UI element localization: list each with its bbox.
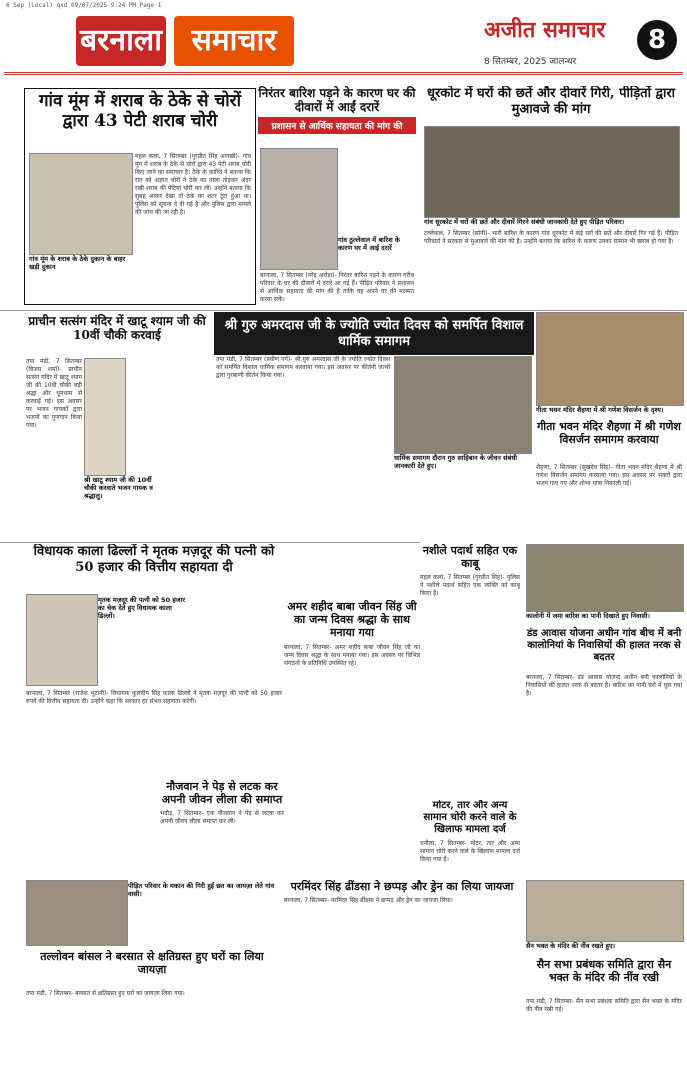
- photo-caption: पीड़ित परिवार के मकान की गिरी हुई छत का जायज़ा लेते गांव वासी।: [128, 882, 275, 898]
- article-ganesh-visarjan: [534, 312, 684, 534]
- photo-khatu-shyam: [84, 358, 126, 476]
- article-damaged-houses: [24, 880, 280, 1080]
- article-headline: नशीले पदार्थ सहित एक काबू: [422, 544, 518, 571]
- article-body: भदौड़, 7 सितम्बर- एक नौजवान ने पेड़ से लटक कर अपनी जीवन लीला समाप्त कर ली।: [160, 810, 284, 826]
- article-headline: गीता भवन मंदिर शैहणा में श्री गणेश विसर्जन समागम करवाया: [537, 420, 681, 447]
- article-body: टल्लेवाल, 7 सितम्बर (सोनी)- भारी बारिश के कारण गांव धूरकोट में कई घरों की छतें और दीवारें गिर गई हैं। पीड़ित परिवारों ने सरकार से मुआवजे की मांग की है। उन्होंने बताया कि बारिश के कारण उनका सामान भी खराब हो गया है।: [424, 230, 678, 245]
- photo-caption: मृतक मज़दूर की पत्नी को 50 हजार का चेक देते हुए विधायक काला ढिल्लों।: [98, 596, 185, 620]
- article-headline: गांव मूंम में शराब के ठेके से चोरों द्वारा 43 पेटी शराब चोरी: [38, 91, 241, 132]
- article-khatu-shyam: [24, 314, 210, 540]
- article-body: तपा मंडी, 7 सितम्बर- बरसात से क्षतिग्रस्त हुए घरों का जायज़ा लिया गया।: [26, 990, 185, 997]
- photo-temple-foundation: [526, 880, 684, 942]
- divider: [0, 542, 420, 543]
- newspaper-logo: अजीत समाचार: [484, 17, 606, 43]
- article-motor-theft: [420, 800, 520, 880]
- article-headline: प्राचीन सत्संग मंदिर में खाटू श्याम जी की 10वीं चौकी करवाई: [28, 314, 206, 343]
- article-headline: निरंतर बारिश पड़ने के कारण घर की दीवारों में आईं दरारें: [258, 86, 416, 115]
- article-body: बरनाला, 7 सितम्बर- अमर शहीद बाबा जीवन सिंह जी का जन्म दिवस श्रद्धा के साथ मनाया गया। इस अवसर पर विभिन्न संगठनों के प्रतिनिधि उपस्थित रहे।: [284, 643, 420, 667]
- photo-liquor-shop: [29, 153, 133, 255]
- photo-ganesh-idol: [536, 312, 684, 406]
- article-body: तपा मंडी, 7 सितम्बर (प्रवीण गर्ग)- श्री गुरु अमरदास जी के ज्योति ज्योत दिवस को समर्पित विशाल धार्मिक समागम करवाया गया। इस अवसर पर कीर्तनी जत्थों द्वारा गुरबाणी कीर्तन किया गया।: [216, 356, 390, 379]
- photo-caption: गांव मूंम के शराब के ठेके दुकान के बाहर खड़ी दुकान: [29, 255, 126, 271]
- article-drug-arrest: [420, 544, 520, 604]
- article-colony-condition: [524, 544, 684, 784]
- article-headline: मोटर, तार और अन्य सामान चोरी करने वाले के खिलाफ मामला दर्ज: [423, 800, 517, 835]
- article-body: बरनाला, 7 सितम्बर- परमिंदर सिंह ढींडसा ने छप्पड़ और ड्रेन का जायजा लिया।: [284, 897, 453, 905]
- photo-caption: गांव ठुल्लेवाल में बारिश के कारण घर में आई दरारें: [338, 236, 400, 252]
- edition-date: 8 सितम्बर, 2025 जालन्धर: [484, 57, 577, 67]
- article-body: बरनाला, 7 सितम्बर (नरेंद्र अरोड़ा)- निरंतर बारिश पड़ने के कारण गरीब परिवार के घर की दीवारों में दरारें आ गई हैं। पीड़ित परिवार ने प्रशासन से आर्थिक सहायता की मांग की है ताकि वह अपने घर की मरम्मत करवा सकें।: [260, 272, 414, 303]
- article-headline: विधायक काला ढिल्लों ने मृतक मज़दूर की पत्नी को 50 हजार की वित्तीय सहायता दी: [33, 544, 275, 575]
- article-headline: नौजवान ने पेड़ से लटक कर अपनी जीवन लीला की समाप्त: [161, 780, 283, 807]
- page-info: 6 Sep (Local) qxd 09/07/2025 9:24 PM Page 1: [6, 2, 162, 9]
- photo-caption: गीता भवन मंदिर शैहणा में श्री गणेश विसर्जन के दृश्य।: [536, 406, 664, 414]
- photo-caption: कालोनी में जमा बारिश का पानी दिखाते हुए निवासी।: [526, 612, 650, 620]
- photo-cracked-wall: [260, 148, 338, 270]
- masthead-title-left: बरनाला: [76, 16, 166, 66]
- article-body: धनौला, 7 सितम्बर- मोटर, तार और अन्य सामान चोरी करने वाले के खिलाफ मामला दर्ज किया गया है।: [420, 840, 520, 863]
- article-tag: प्रशासन से आर्थिक सहायता की मांग की: [258, 117, 416, 134]
- article-baba-jeevan-singh: [284, 600, 420, 680]
- article-mla-assistance: [24, 544, 284, 784]
- divider: [0, 310, 687, 311]
- article-body: महल कलां, 7 सितम्बर (गुरप्रीत सिंह अणखी)- गांव मूंम में शराब के ठेके से चोरों द्वारा 43 पेटी शराब चोरी किए जाने का समाचार है। ठेके के कारिंदे ने बताया कि रात को अज्ञात चोरों ने ठेके का ताला तोड़कर अंदर रखी शराब की पेटियां चोरी कर लीं। उन्होंने बताया कि सुबह आकर देखा तो ठेके का शटर टूटा हुआ था। पुलिस को सूचना दे दी गई है और पुलिस द्वारा मामले की जांच की जा रही है।: [135, 153, 251, 216]
- photo-damaged-roof: [26, 880, 128, 946]
- article-liquor-theft: [24, 88, 256, 305]
- article-sain-bhagat-temple: [524, 880, 684, 1080]
- masthead-title-mid: समाचार: [174, 16, 294, 66]
- article-headline: तल्लोवन बांसल ने बरसात से क्षतिग्रस्त हुए घरों का लिया जायज़ा: [40, 950, 264, 977]
- photo-mla-cheque: [26, 594, 98, 686]
- article-dhindsa-inspection: [284, 880, 520, 1060]
- photo-caption: गांव धूरकोट में घरों की छतें और दीवारें गिरने संबंधी जानकारी देते हुए पीड़ित परिवार।: [424, 218, 625, 226]
- article-headline: परमिंदर सिंह ढींडसा ने छप्पड़ और ड्रेन का लिया जायजा: [290, 880, 514, 893]
- photo-caption: सैन भक्त के मंदिर की नींव रखते हुए।: [526, 942, 616, 950]
- article-headline: अमर शहीद बाबा जीवन सिंह जी का जन्म दिवस श्रद्धा के साथ मनाया गया: [287, 600, 417, 640]
- article-guru-amardas: [214, 312, 534, 540]
- article-body: शैहणा, 7 सितम्बर (सुखदेव सिंह)- गीता भवन मंदिर शैहणा में श्री गणेश विसर्जन समागम करवाया गया। इस अवसर पर भक्तों द्वारा भजन गाए गए और शोभा यात्रा निकाली गई।: [536, 464, 682, 487]
- article-dhurkot-collapse: [420, 86, 682, 308]
- photo-caption: धार्मिक समागम दौरान गुरु साहिबान के जीवन संबंधी जानकारी देते हुए।: [394, 454, 517, 470]
- article-headline: सैन सभा प्रबंधक समिति द्वारा सैन भक्त के मंदिर की नींव रखी: [536, 958, 672, 985]
- article-body: तपा मंडी, 7 सितम्बर (विजय शर्मा)- प्राचीन सत्संग मंदिर में खाटू श्याम जी की 10वीं चौकी बड़ी श्रद्धा और धूमधाम से करवाई गई। इस अवसर पर भजन गायकों द्वारा भजनों का गुणगान किया गया।: [26, 358, 82, 429]
- photo-colony-water: [526, 544, 684, 612]
- article-headline: श्री गुरु अमरदास जी के ज्योति ज्योत दिवस को समर्पित विशाल धार्मिक समागम: [214, 312, 534, 355]
- article-headline: धूरकोट में घरों की छतें और दीवारें गिरी, पीड़ितों द्वारा मुआवजे की मांग: [426, 86, 676, 117]
- photo-collapsed-houses: [424, 126, 680, 218]
- article-headline: डंड आवास योजना अधीन गांव बीच में बनी कालोनियां के निवासियों की हालत नरक से बदतर: [526, 628, 682, 663]
- article-body: बरनाला, 7 सितम्बर (राजेश भुटानी)- विधायक कुलदीप सिंह काला ढिल्लों ने मृतक मज़दूर की पत्नी को 50 हजार रुपये की वित्तीय सहायता दी। उन्होंने कहा कि सरकार हर संभव सहायता करेगी।: [26, 690, 282, 705]
- photo-caption: श्री खाटू श्याम जी की 10वीं चौकी करवाते भजन गायक व श्रद्धालु।: [84, 476, 153, 500]
- article-body: बरनाला, 7 सितम्बर- डंड आवास योजना अधीन बनी कालोनियों के निवासियों की हालत नरक से बदतर है। बारिश का पानी घरों में घुस गया है।: [526, 674, 682, 697]
- article-rain-cracks: [258, 86, 416, 306]
- photo-religious-event: [394, 356, 532, 454]
- page-number: 8: [637, 20, 677, 60]
- masthead: [4, 12, 683, 75]
- article-body: महल कलां, 7 सितम्बर (गुरप्रीत सिंह)- पुलिस ने नशीले पदार्थ सहित एक व्यक्ति को काबू किया है।: [420, 574, 520, 598]
- article-youth-suicide: [160, 780, 284, 860]
- article-body: तपा मंडी, 7 सितम्बर- सैन सभा प्रबंधक समिति द्वारा सैन भक्त के मंदिर की नींव रखी गई।: [526, 998, 682, 1013]
